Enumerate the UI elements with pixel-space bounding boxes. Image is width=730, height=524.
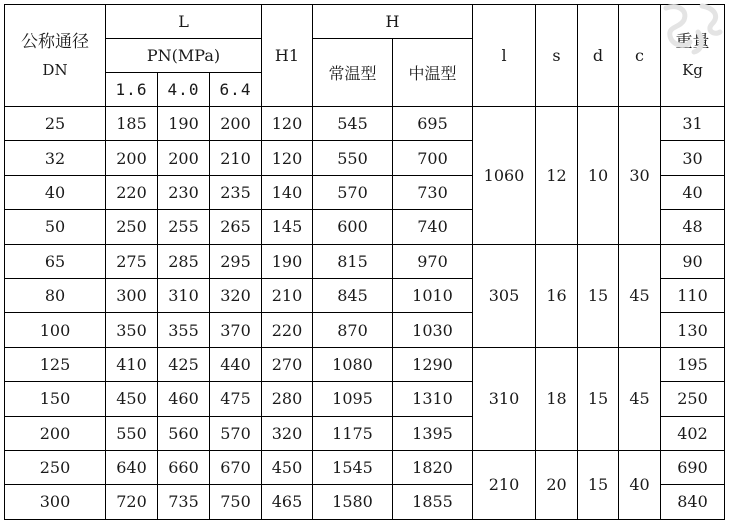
cell-h1: 450 <box>262 450 313 484</box>
cell-h-medium: 730 <box>393 175 473 209</box>
cell-h-medium: 1290 <box>393 347 473 381</box>
cell-l40: 460 <box>158 382 210 416</box>
cell-h-medium: 1310 <box>393 382 473 416</box>
cell-h-normal: 1080 <box>313 347 393 381</box>
cell-weight: 250 <box>661 382 725 416</box>
cell-dn: 40 <box>5 175 106 209</box>
cell-h-normal: 1545 <box>313 450 393 484</box>
cell-weight: 110 <box>661 278 725 312</box>
spec-table <box>4 4 725 520</box>
cell-l64: 370 <box>210 313 262 347</box>
cell-l16: 450 <box>106 382 158 416</box>
cell-h-normal: 1175 <box>313 416 393 450</box>
header-h-medium: 中温型 <box>393 39 473 107</box>
cell-dn: 25 <box>5 107 106 141</box>
cell-l64: 200 <box>210 107 262 141</box>
table-row <box>5 244 725 278</box>
header-pn: PN(MPa) <box>106 39 262 73</box>
cell-dn: 32 <box>5 141 106 175</box>
cell-l40: 190 <box>158 107 210 141</box>
cell-h-normal: 550 <box>313 141 393 175</box>
cell-h1: 320 <box>262 416 313 450</box>
header-h-normal: 常温型 <box>313 39 393 107</box>
cell-h-normal: 1095 <box>313 382 393 416</box>
cell-l16: 250 <box>106 210 158 244</box>
header-d: d <box>578 5 619 107</box>
cell-h-normal: 1580 <box>313 485 393 519</box>
cell-h-medium: 695 <box>393 107 473 141</box>
cell-d: 15 <box>578 244 619 347</box>
cell-weight: 130 <box>661 313 725 347</box>
table-row <box>5 450 725 484</box>
header-L: L <box>106 5 262 39</box>
cell-l16: 720 <box>106 485 158 519</box>
cell-c: 40 <box>619 450 661 519</box>
cell-l: 305 <box>473 244 536 347</box>
cell-weight: 31 <box>661 107 725 141</box>
cell-dn: 125 <box>5 347 106 381</box>
cell-h1: 280 <box>262 382 313 416</box>
cell-l40: 285 <box>158 244 210 278</box>
cell-h-medium: 740 <box>393 210 473 244</box>
cell-c: 30 <box>619 107 661 245</box>
header-dn <box>5 5 106 107</box>
cell-l40: 560 <box>158 416 210 450</box>
cell-s: 20 <box>536 450 578 519</box>
cell-l40: 200 <box>158 141 210 175</box>
cell-l: 210 <box>473 450 536 519</box>
cell-h1: 210 <box>262 278 313 312</box>
cell-l16: 300 <box>106 278 158 312</box>
cell-d: 15 <box>578 347 619 450</box>
cell-l40: 230 <box>158 175 210 209</box>
cell-h1: 190 <box>262 244 313 278</box>
cell-dn: 80 <box>5 278 106 312</box>
cell-h1: 465 <box>262 485 313 519</box>
cell-l64: 440 <box>210 347 262 381</box>
cell-h1: 120 <box>262 107 313 141</box>
header-dn-cn: 公称通径 <box>21 31 89 52</box>
cell-l16: 410 <box>106 347 158 381</box>
cell-l40: 425 <box>158 347 210 381</box>
cell-weight: 30 <box>661 141 725 175</box>
header-weight-cn: 重量 <box>675 31 710 52</box>
cell-l64: 750 <box>210 485 262 519</box>
cell-dn: 100 <box>5 313 106 347</box>
cell-weight: 690 <box>661 450 725 484</box>
cell-h-normal: 600 <box>313 210 393 244</box>
cell-dn: 50 <box>5 210 106 244</box>
header-pn-1-6: 1.6 <box>106 73 158 107</box>
cell-dn: 250 <box>5 450 106 484</box>
cell-h-normal: 570 <box>313 175 393 209</box>
cell-dn: 150 <box>5 382 106 416</box>
cell-h-medium: 700 <box>393 141 473 175</box>
header-weight-unit: Kg <box>682 60 703 79</box>
cell-weight: 195 <box>661 347 725 381</box>
cell-dn: 65 <box>5 244 106 278</box>
cell-l16: 200 <box>106 141 158 175</box>
cell-h1: 270 <box>262 347 313 381</box>
cell-weight: 840 <box>661 485 725 519</box>
cell-l64: 320 <box>210 278 262 312</box>
header-c: c <box>619 5 661 107</box>
cell-s: 18 <box>536 347 578 450</box>
cell-l16: 220 <box>106 175 158 209</box>
cell-h-normal: 870 <box>313 313 393 347</box>
cell-l40: 255 <box>158 210 210 244</box>
cell-l16: 350 <box>106 313 158 347</box>
cell-h1: 145 <box>262 210 313 244</box>
cell-l16: 550 <box>106 416 158 450</box>
header-pn-4-0: 4.0 <box>158 73 210 107</box>
cell-dn: 200 <box>5 416 106 450</box>
cell-h-medium: 1855 <box>393 485 473 519</box>
header-s: s <box>536 5 578 107</box>
cell-h-normal: 815 <box>313 244 393 278</box>
header-l: l <box>473 5 536 107</box>
cell-h-medium: 1820 <box>393 450 473 484</box>
table-row <box>5 107 725 141</box>
cell-h1: 140 <box>262 175 313 209</box>
cell-l40: 735 <box>158 485 210 519</box>
header-pn-6-4: 6.4 <box>210 73 262 107</box>
header-H: H <box>313 5 473 39</box>
cell-weight: 48 <box>661 210 725 244</box>
cell-l64: 670 <box>210 450 262 484</box>
cell-s: 16 <box>536 244 578 347</box>
cell-l40: 660 <box>158 450 210 484</box>
cell-h-medium: 970 <box>393 244 473 278</box>
cell-c: 45 <box>619 244 661 347</box>
cell-l64: 235 <box>210 175 262 209</box>
cell-h-normal: 545 <box>313 107 393 141</box>
cell-l: 1060 <box>473 107 536 245</box>
cell-h-medium: 1010 <box>393 278 473 312</box>
header-H1: H1 <box>262 5 313 107</box>
table-row <box>5 347 725 381</box>
cell-l40: 310 <box>158 278 210 312</box>
cell-weight: 402 <box>661 416 725 450</box>
cell-l64: 570 <box>210 416 262 450</box>
cell-weight: 90 <box>661 244 725 278</box>
cell-h1: 120 <box>262 141 313 175</box>
cell-s: 12 <box>536 107 578 245</box>
cell-d: 15 <box>578 450 619 519</box>
watermark-logo <box>658 2 726 56</box>
cell-l64: 295 <box>210 244 262 278</box>
cell-l64: 475 <box>210 382 262 416</box>
cell-h1: 220 <box>262 313 313 347</box>
cell-l64: 210 <box>210 141 262 175</box>
cell-h-medium: 1030 <box>393 313 473 347</box>
cell-h-medium: 1395 <box>393 416 473 450</box>
cell-l: 310 <box>473 347 536 450</box>
cell-l16: 275 <box>106 244 158 278</box>
cell-h-normal: 845 <box>313 278 393 312</box>
cell-d: 10 <box>578 107 619 245</box>
cell-l40: 355 <box>158 313 210 347</box>
cell-dn: 300 <box>5 485 106 519</box>
cell-l16: 185 <box>106 107 158 141</box>
cell-l16: 640 <box>106 450 158 484</box>
cell-weight: 40 <box>661 175 725 209</box>
cell-l64: 265 <box>210 210 262 244</box>
cell-c: 45 <box>619 347 661 450</box>
header-dn-label: DN <box>42 60 68 79</box>
